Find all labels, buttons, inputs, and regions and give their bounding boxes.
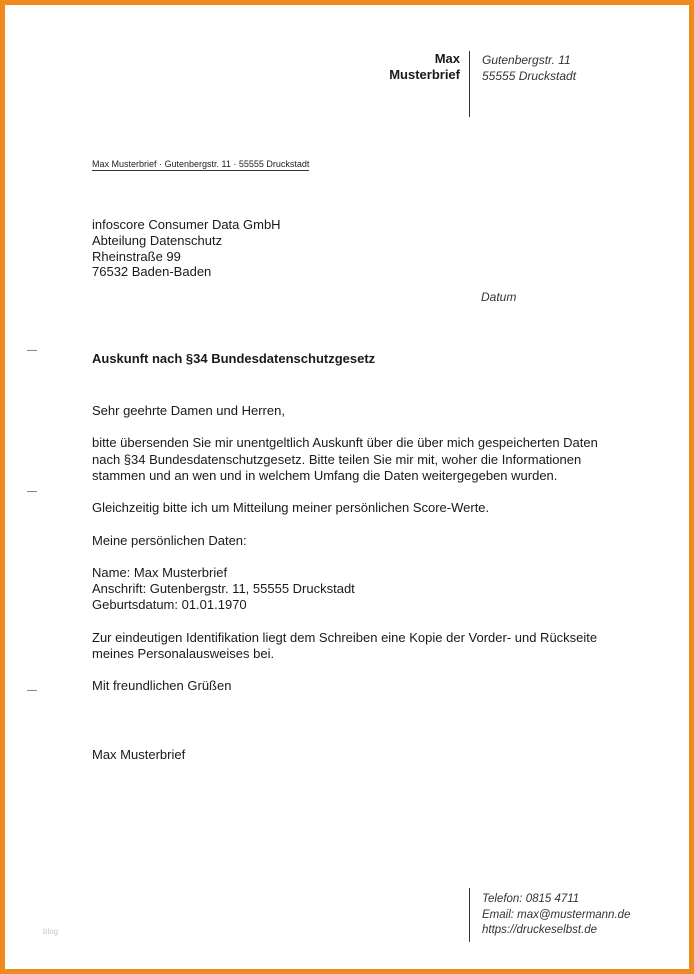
body-line: meines Personalausweises bei.: [92, 645, 275, 661]
date-label: Datum: [481, 290, 517, 304]
return-address-line: Max Musterbrief · Gutenbergstr. 11 · 55555 Druckstadt: [92, 159, 310, 169]
recipient-address: [92, 217, 281, 280]
body-line: Zur eindeutigen Identifikation liegt dem Schreiben eine Kopie der Vorder- und Rückseite: [92, 629, 598, 645]
personal-data: [92, 565, 632, 614]
footer-divider: [469, 888, 470, 942]
body-paragraph: [92, 435, 632, 484]
recipient-line: infoscore Consumer Data GmbH: [92, 217, 281, 232]
salutation: Sehr geehrte Damen und Herren,: [92, 403, 285, 418]
body-paragraph: Meine persönlichen Daten:: [92, 532, 247, 548]
watermark: blog: [43, 927, 59, 936]
sender-name-line: Max: [434, 51, 460, 66]
personal-data-line: Geburtsdatum: 01.01.1970: [92, 597, 247, 613]
header-divider: [469, 51, 470, 117]
subject-line: Auskunft nach §34 Bundesdatenschutzgesetz: [92, 351, 376, 366]
personal-data-line: Name: Max Musterbrief: [92, 564, 228, 580]
letter-body: [92, 403, 632, 711]
fold-mark: [27, 350, 37, 351]
fold-mark: [27, 690, 37, 691]
contact-website: https://druckeselbst.de: [482, 924, 598, 936]
closing: Mit freundlichen Grüßen: [92, 678, 232, 694]
recipient-line: 76532 Baden-Baden: [92, 264, 212, 280]
body-line: nach §34 Bundesdatenschutzgesetz. Bitte teilen Sie mir mit, woher die Informationen: [92, 451, 582, 467]
body-paragraph: [92, 630, 632, 662]
sender-address: [482, 53, 576, 84]
signature-name: Max Musterbrief: [92, 747, 186, 762]
punch-mark: [27, 491, 37, 492]
recipient-line: Rheinstraße 99: [92, 248, 181, 264]
body-paragraph: Gleichzeitig bitte ich um Mitteilung meiner persönlichen Score-Werte.: [92, 500, 490, 516]
sender-name: [335, 51, 460, 82]
personal-data-line: Anschrift: Gutenbergstr. 11, 55555 Druckstadt: [92, 581, 355, 597]
sender-address-line: 55555 Druckstadt: [482, 68, 577, 83]
contact-info: [482, 892, 630, 939]
contact-email: Email: max@mustermann.de: [482, 908, 631, 921]
sender-name-line: Musterbrief: [389, 66, 460, 82]
contact-phone: Telefon: 0815 4711: [482, 893, 580, 905]
body-line: stammen und an wen und in welchem Umfang die Daten weitergegeben wurden.: [92, 467, 558, 483]
sender-address-line: Gutenbergstr. 11: [482, 53, 571, 67]
recipient-line: Abteilung Datenschutz: [92, 232, 223, 248]
body-line: bitte übersenden Sie mir unentgeltlich Auskunft über die über mich gespeicherten Daten: [92, 435, 598, 451]
